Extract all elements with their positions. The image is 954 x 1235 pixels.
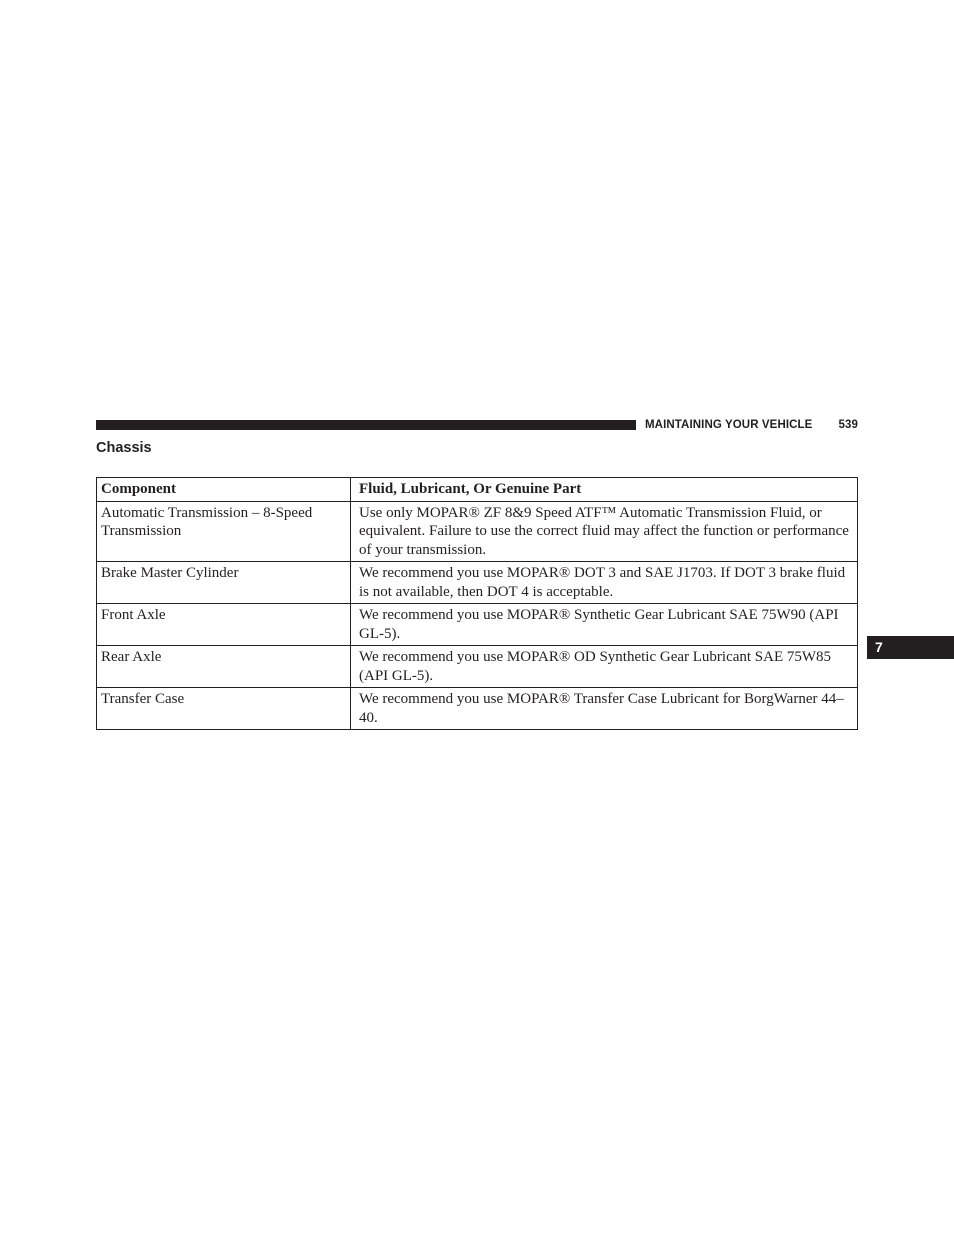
component-cell: Front Axle [97,604,351,646]
component-cell: Rear Axle [97,646,351,688]
fluid-cell: We recommend you use MOPAR® Transfer Case Lubricant for BorgWarner 44–40. [351,688,858,730]
component-cell: Automatic Transmission – 8-Speed Transmission [97,501,351,562]
fluid-cell: We recommend you use MOPAR® OD Synthetic Gear Lubricant SAE 75W85 (API GL-5). [351,646,858,688]
header-rule [96,420,636,430]
component-cell: Brake Master Cylinder [97,562,351,604]
page-number: 539 [838,419,858,431]
column-header-component: Component [97,478,351,502]
table-header-row [97,478,858,502]
fluid-cell: We recommend you use MOPAR® DOT 3 and SAE J1703. If DOT 3 brake fluid is not available, then DOT 4 is acceptable. [351,562,858,604]
fluids-table [96,477,858,730]
running-header [645,417,858,433]
table-row [97,501,858,562]
table-row [97,688,858,730]
header-section-title: MAINTAINING YOUR VEHICLE [645,419,813,431]
section-title: Chassis [96,440,152,456]
table-row [97,604,858,646]
table-row [97,562,858,604]
fluid-cell: Use only MOPAR® ZF 8&9 Speed ATF™ Automatic Transmission Fluid, or equivalent. Failure to use the correct fluid may affect the function or performance of your transmission. [351,501,858,562]
table-row [97,646,858,688]
column-header-fluid: Fluid, Lubricant, Or Genuine Part [351,478,858,502]
chapter-tab: 7 [867,636,954,659]
component-cell: Transfer Case [97,688,351,730]
fluid-cell: We recommend you use MOPAR® Synthetic Gear Lubricant SAE 75W90 (API GL-5). [351,604,858,646]
